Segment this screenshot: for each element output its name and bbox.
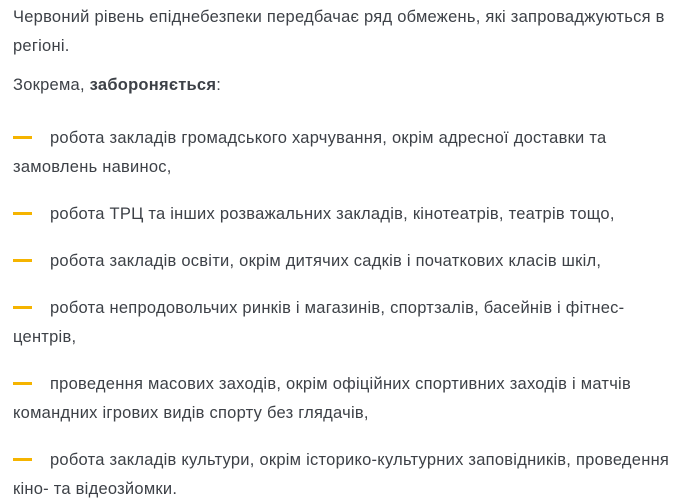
list-item [13,446,685,504]
list-item-text: проведення масових заходів, окрім офіційних спортивних заходів і матчів командних ігрових видів спорту без глядачів, [13,375,631,422]
restrictions-lead-paragraph [13,71,685,100]
list-item [13,294,685,352]
article-body [13,3,685,504]
intro-paragraph: Червоний рівень епіднебезпеки передбачає ряд обмежень, які запроваджуються в регіоні. [13,8,665,55]
dash-bullet-icon [13,136,32,139]
dash-bullet-icon [13,212,32,215]
list-item-text: робота закладів громадського харчування, окрім адресної доставки та замовлень навинос, [13,129,607,176]
restrictions-list [13,124,685,504]
dash-bullet-icon [13,306,32,309]
list-item [13,124,685,182]
list-item-text: робота ТРЦ та інших розважальних закладів, кінотеатрів, театрів тощо, [50,205,615,223]
lead-suffix: : [216,76,222,94]
dash-bullet-icon [13,259,32,262]
list-item [13,370,685,428]
list-item-text: робота закладів освіти, окрім дитячих садків і початкових класів шкіл, [50,252,602,270]
dash-bullet-icon [13,458,32,461]
lead-prefix: Зокрема, [13,76,90,94]
lead-bold-word: забороняється [89,76,217,94]
list-item [13,247,685,276]
list-item-text: робота закладів культури, окрім історико-культурних заповідників, проведення кіно- та відеозйомки. [13,451,670,498]
dash-bullet-icon [13,382,32,385]
list-item-text: робота непродовольчих ринків і магазинів, спортзалів, басейнів і фітнес-центрів, [13,299,625,346]
list-item [13,200,685,229]
